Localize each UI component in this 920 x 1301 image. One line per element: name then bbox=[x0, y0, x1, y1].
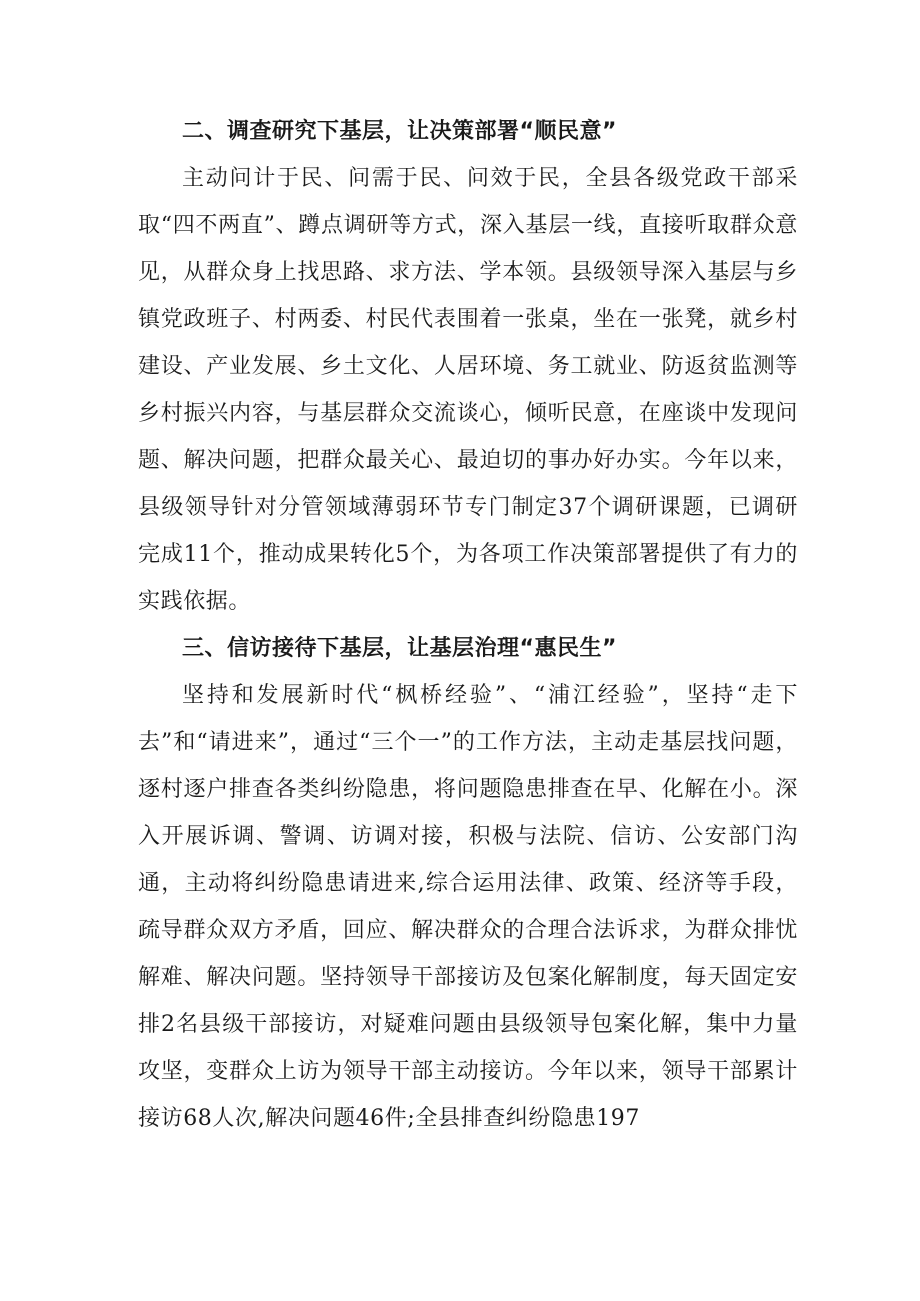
section-paragraph-petition: 坚持和发展新时代“枫桥经验”、“浦江经验”，坚持“走下去”和“请进来”，通过“三个一”的工作方法，主动走基层找问题，逐村逐户排查各类纠纷隐患，将问题隐患排查在早、化解在小。深入开展诉调、警调、访调对接，积极与法院、信访、公安部门沟通，主动将纠纷隐患请进来,综合运用法律、政策、经济等手段，疏导群众双方矛盾，回应、解决群众的合理合法诉求，为群众排忧解难、解决问题。坚持领导干部接访及包案化解制度，每天固定安排2名县级干部接访，对疑难问题由县级领导包案化解，集中力量攻坚，变群众上访为领导干部主动接访。今年以来，领导干部累计接访68人次,解决问题46件;全县排查纠纷隐患197 bbox=[138, 683, 798, 1131]
document-body bbox=[138, 108, 798, 1142]
section-paragraph-research: 主动问计于民、问需于民、问效于民，全县各级党政干部采取“四不两直”、蹲点调研等方式，深入基层一线，直接听取群众意见，从群众身上找思路、求方法、学本领。县级领导深入基层与乡镇党政班子、村两委、村民代表围着一张桌，坐在一张凳，就乡村建设、产业发展、乡土文化、人居环境、务工就业、防返贫监测等乡村振兴内容，与基层群众交流谈心，倾听民意，在座谈中发现问题、解决问题，把群众最关心、最迫切的事办好办实。今年以来，县级领导针对分管领域薄弱环节专门制定37个调研课题，已调研完成11个，推动成果转化5个，为各项工作决策部署提供了有力的实践依据。 bbox=[138, 166, 798, 614]
section-heading-research: 二、调查研究下基层，让决策部署“顺民意” bbox=[182, 119, 617, 144]
section-heading-petition: 三、信访接待下基层，让基层治理“惠民生” bbox=[182, 636, 617, 661]
